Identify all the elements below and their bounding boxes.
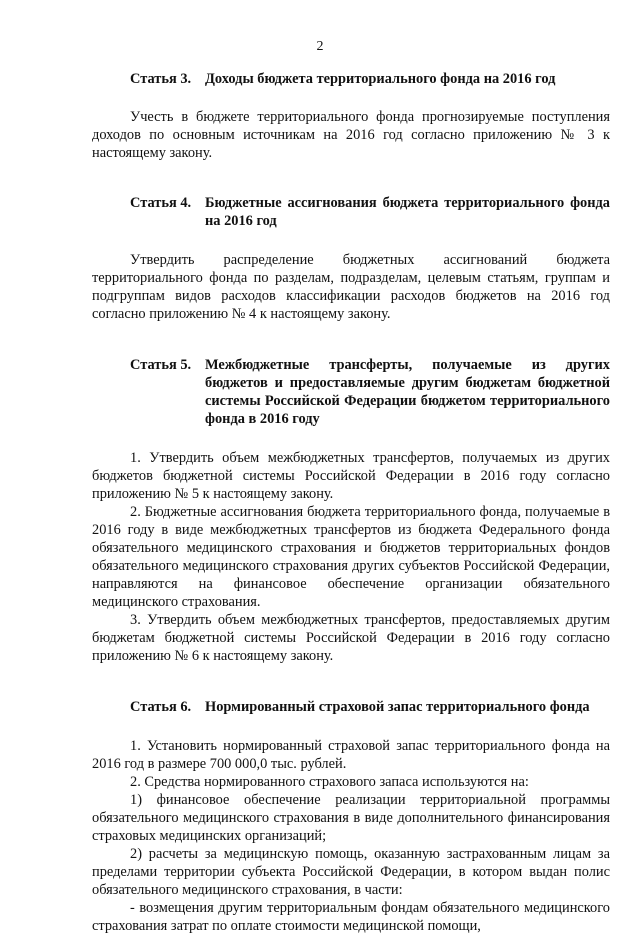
paragraph: 2. Средства нормированного страхового запаса используются на:	[130, 774, 529, 790]
paragraph: 3. Утвердить объем межбюджетных трансфертов, предоставляемых другим бюджетам бюджетной системы Российской Федерации в 2016 году согласно приложению № 6 к настоящему закону.	[92, 612, 610, 664]
article-number: Статья 6.	[130, 699, 192, 715]
article-title: Межбюджетные трансферты, получаемые из других бюджетов и предоставляемые другим бюджетам бюджетной системы Российской Федерации бюджетом территориального фонда в 2016 году	[205, 357, 610, 427]
article-number: Статья 4.	[130, 195, 192, 211]
article-number: Статья 3.	[130, 71, 192, 87]
article-number: Статья 5.	[130, 357, 192, 373]
article-6-heading	[92, 698, 610, 716]
paragraph: 1. Утвердить объем межбюджетных трансфертов, получаемых из других бюджетов бюджетной системы Российской Федерации в 2016 году согласно приложению № 5 к настоящему закону.	[92, 450, 610, 502]
article-title: Бюджетные ассигнования бюджета территориального фонда на 2016 год	[205, 195, 610, 229]
article-4-heading	[92, 194, 610, 230]
article-3-heading	[92, 70, 610, 88]
article-title: Доходы бюджета территориального фонда на 2016 год	[205, 71, 556, 87]
article-5-heading	[92, 356, 610, 428]
paragraph: Учесть в бюджете территориального фонда прогнозируемые поступления доходов по основным источникам на 2016 год согласно приложению № 3 к настоящему закону.	[92, 109, 610, 161]
article-title: Нормированный страховой запас территориального фонда	[205, 699, 590, 715]
document-body	[92, 70, 610, 935]
paragraph: Утвердить распределение бюджетных ассигнований бюджета территориального фонда по разделам, подразделам, целевым статьям, группам и подгруппам видов расходов классификации расходов бюджетов на 2016 год согласно приложению № 4 к настоящему закону.	[92, 252, 610, 322]
page-number: 2	[316, 39, 324, 54]
paragraph: 2) расчеты за медицинскую помощь, оказанную застрахованным лицам за пределами территории субъекта Российской Федерации, в котором выдан полис обязательного медицинского страхования, в части:	[92, 846, 610, 898]
paragraph: 1) финансовое обеспечение реализации территориальной программы обязательного медицинского страхования в виде дополнительного финансирования страховых медицинских организаций;	[92, 792, 610, 844]
paragraph: 2. Бюджетные ассигнования бюджета территориального фонда, получаемые в 2016 году в виде межбюджетных трансфертов из бюджета Федерального фонда обязательного медицинского страхования и бюджетов территориальных фондов обязательного медицинского страхования других субъектов Российской Федерации, направляются на финансовое обеспечение организации обязательного медицинского страхования.	[92, 504, 610, 610]
paragraph: - возмещения другим территориальным фондам обязательного медицинского страхования затрат по оплате стоимости медицинской помощи,	[92, 900, 610, 934]
paragraph: 1. Установить нормированный страховой запас территориального фонда на 2016 год в размере 700 000,0 тыс. рублей.	[92, 738, 610, 772]
